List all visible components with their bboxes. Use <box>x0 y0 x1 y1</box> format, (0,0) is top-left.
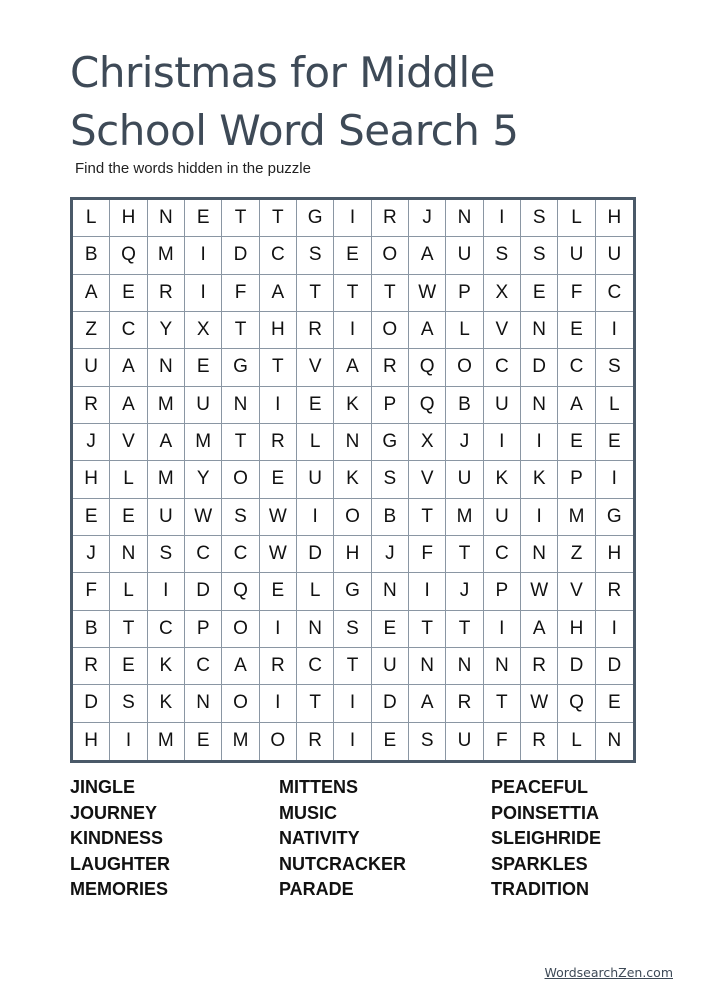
word-list-item: MEMORIES <box>70 879 169 900</box>
grid-cell[interactable]: R <box>73 648 110 685</box>
grid-cell[interactable]: T <box>334 275 371 312</box>
grid-cell[interactable]: I <box>185 237 222 274</box>
grid-cell[interactable]: C <box>484 349 521 386</box>
word-list-item: TRADITION <box>491 879 589 900</box>
grid-cell[interactable]: T <box>110 611 147 648</box>
grid-cell[interactable]: W <box>521 573 558 610</box>
grid-cell[interactable]: A <box>260 275 297 312</box>
grid-cell[interactable]: T <box>372 275 409 312</box>
grid-cell[interactable]: S <box>521 200 558 237</box>
grid-cell[interactable]: Z <box>73 312 110 349</box>
grid-cell[interactable]: E <box>372 611 409 648</box>
grid-cell[interactable]: A <box>409 237 446 274</box>
grid-cell[interactable]: E <box>558 424 595 461</box>
grid-cell[interactable]: R <box>297 312 334 349</box>
grid-cell[interactable]: F <box>484 723 521 760</box>
word-list-item: NATIVITY <box>279 828 360 849</box>
grid-cell[interactable]: A <box>148 424 185 461</box>
grid-cell[interactable]: H <box>596 536 633 573</box>
grid-cell[interactable]: Q <box>110 237 147 274</box>
grid-cell[interactable]: E <box>521 275 558 312</box>
grid-cell[interactable]: J <box>73 424 110 461</box>
grid-cell[interactable]: U <box>596 237 633 274</box>
word-list-item: PARADE <box>279 879 354 900</box>
grid-cell[interactable]: I <box>185 275 222 312</box>
grid-cell[interactable]: J <box>409 200 446 237</box>
grid-cell[interactable]: D <box>558 648 595 685</box>
grid-cell[interactable]: F <box>409 536 446 573</box>
grid-cell[interactable]: N <box>409 648 446 685</box>
grid-cell[interactable]: F <box>73 573 110 610</box>
grid-cell[interactable]: W <box>409 275 446 312</box>
grid-cell[interactable]: G <box>222 349 259 386</box>
grid-cell[interactable]: I <box>260 387 297 424</box>
grid-cell[interactable]: A <box>334 349 371 386</box>
word-list-item: NUTCRACKER <box>279 853 406 874</box>
grid-cell[interactable]: P <box>484 573 521 610</box>
word-column-3 <box>491 775 601 903</box>
grid-cell[interactable]: E <box>372 723 409 760</box>
grid-cell[interactable]: R <box>446 685 483 722</box>
grid-cell[interactable]: S <box>110 685 147 722</box>
grid-cell[interactable]: O <box>222 611 259 648</box>
grid-cell[interactable]: O <box>260 723 297 760</box>
grid-cell[interactable]: V <box>409 461 446 498</box>
grid-cell[interactable]: E <box>297 387 334 424</box>
grid-cell[interactable]: U <box>446 723 483 760</box>
grid-cell[interactable]: C <box>297 648 334 685</box>
grid-cell[interactable]: U <box>446 237 483 274</box>
grid-cell[interactable]: M <box>148 461 185 498</box>
grid-cell[interactable]: O <box>222 461 259 498</box>
grid-cell[interactable]: D <box>521 349 558 386</box>
grid-cell[interactable]: R <box>148 275 185 312</box>
grid-cell[interactable]: S <box>148 536 185 573</box>
grid-cell[interactable]: U <box>484 387 521 424</box>
word-list-item: KINDNESS <box>70 828 164 849</box>
grid-cell[interactable]: B <box>73 237 110 274</box>
grid-cell[interactable]: B <box>372 499 409 536</box>
grid-cell[interactable]: N <box>185 685 222 722</box>
word-list-item: SPARKLES <box>491 853 588 874</box>
grid-cell[interactable]: I <box>596 312 633 349</box>
grid-cell[interactable]: U <box>558 237 595 274</box>
grid-cell[interactable]: E <box>334 237 371 274</box>
grid-cell[interactable]: Q <box>222 573 259 610</box>
grid-cell[interactable]: N <box>446 648 483 685</box>
grid-cell[interactable]: S <box>484 237 521 274</box>
grid-cell[interactable]: T <box>260 200 297 237</box>
grid-cell[interactable]: S <box>596 349 633 386</box>
grid-cell[interactable]: C <box>260 237 297 274</box>
grid-cell[interactable]: P <box>558 461 595 498</box>
grid-cell[interactable]: L <box>110 461 147 498</box>
grid-cell[interactable]: L <box>446 312 483 349</box>
word-list-item: POINSETTIA <box>491 802 600 823</box>
site-link[interactable]: WordsearchZen.com <box>544 965 673 980</box>
grid-cell[interactable]: Z <box>558 536 595 573</box>
grid-cell[interactable]: M <box>185 424 222 461</box>
grid-cell[interactable]: T <box>222 424 259 461</box>
grid-cell[interactable]: A <box>110 349 147 386</box>
grid-cell[interactable]: D <box>222 237 259 274</box>
grid-cell[interactable]: N <box>607 730 622 752</box>
grid-cell[interactable]: S <box>521 237 558 274</box>
grid-cell[interactable]: J <box>446 573 483 610</box>
grid-cell[interactable]: A <box>521 611 558 648</box>
grid-cell[interactable]: S <box>372 461 409 498</box>
grid-cell[interactable]: I <box>521 499 558 536</box>
grid-cell[interactable]: W <box>260 499 297 536</box>
grid-cell[interactable]: E <box>260 573 297 610</box>
grid-cell[interactable]: R <box>521 723 558 760</box>
grid-cell[interactable]: I <box>521 424 558 461</box>
word-list-item: LAUGHTER <box>70 853 170 874</box>
grid-cell[interactable]: G <box>334 573 371 610</box>
grid-cell[interactable]: B <box>73 611 110 648</box>
grid-cell[interactable]: T <box>446 536 483 573</box>
grid-cell[interactable]: L <box>297 573 334 610</box>
grid-cell[interactable]: J <box>372 536 409 573</box>
grid-cell[interactable]: I <box>110 723 147 760</box>
grid-cell[interactable]: N <box>222 387 259 424</box>
grid-cell[interactable]: C <box>596 275 633 312</box>
grid-cell[interactable]: R <box>260 424 297 461</box>
grid-cell[interactable]: T <box>297 275 334 312</box>
grid-cell[interactable]: C <box>148 611 185 648</box>
grid-cell[interactable]: Y <box>185 461 222 498</box>
word-list <box>70 775 630 905</box>
grid-cell[interactable]: W <box>185 499 222 536</box>
grid-cell[interactable]: C <box>110 312 147 349</box>
grid-cell[interactable]: E <box>260 461 297 498</box>
grid-cell[interactable]: L <box>110 573 147 610</box>
grid-cell[interactable]: U <box>297 461 334 498</box>
word-list-item: SLEIGHRIDE <box>491 828 602 849</box>
title-line-1: Christmas for Middle <box>70 48 495 97</box>
grid-cell[interactable]: M <box>222 723 259 760</box>
grid-cell[interactable]: N <box>297 611 334 648</box>
grid-cell[interactable]: L <box>558 200 595 237</box>
grid-cell[interactable]: N <box>148 349 185 386</box>
word-column-1 <box>70 775 170 903</box>
word-list-item: MITTENS <box>279 777 358 797</box>
grid-cell[interactable]: A <box>73 275 110 312</box>
word-list-item: PEACEFUL <box>491 777 589 797</box>
grid-cell[interactable]: M <box>446 499 483 536</box>
grid-cell[interactable]: E <box>596 424 633 461</box>
grid-cell[interactable]: I <box>334 685 371 722</box>
grid-cell[interactable]: N <box>521 387 558 424</box>
grid-cell[interactable]: O <box>222 685 259 722</box>
grid-cell[interactable]: A <box>409 312 446 349</box>
instructions: Find the words hidden in the puzzle <box>75 160 311 177</box>
grid-cell[interactable]: D <box>185 573 222 610</box>
grid-cell[interactable]: E <box>185 349 222 386</box>
grid-cell[interactable]: V <box>558 573 595 610</box>
grid-cell[interactable]: U <box>185 387 222 424</box>
grid-cell[interactable]: C <box>222 536 259 573</box>
grid-cell[interactable]: M <box>148 237 185 274</box>
grid-cell[interactable]: X <box>484 275 521 312</box>
grid-cell[interactable]: T <box>260 349 297 386</box>
grid-cell[interactable]: U <box>372 648 409 685</box>
grid-cell[interactable]: M <box>148 387 185 424</box>
grid-cell[interactable]: N <box>334 424 371 461</box>
grid-cell[interactable]: O <box>446 349 483 386</box>
grid-cell[interactable]: S <box>409 723 446 760</box>
grid-cell[interactable]: R <box>297 723 334 760</box>
grid-cell[interactable]: S <box>334 611 371 648</box>
grid-cell[interactable]: T <box>334 648 371 685</box>
grid-cell[interactable]: X <box>185 312 222 349</box>
grid-cell[interactable]: I <box>484 424 521 461</box>
grid-cell[interactable]: K <box>521 461 558 498</box>
grid-cell[interactable]: K <box>148 685 185 722</box>
grid-cell[interactable]: K <box>334 461 371 498</box>
grid-cell[interactable]: L <box>73 200 110 237</box>
grid-cell[interactable]: K <box>484 461 521 498</box>
grid-cell[interactable]: C <box>484 536 521 573</box>
word-column-2 <box>279 775 406 903</box>
grid-cell[interactable]: I <box>260 611 297 648</box>
grid-cell[interactable]: T <box>484 685 521 722</box>
grid-cell[interactable]: E <box>110 275 147 312</box>
grid-cell[interactable]: H <box>73 723 110 760</box>
grid-cell[interactable]: R <box>372 200 409 237</box>
grid-cell[interactable]: D <box>297 536 334 573</box>
grid-cell[interactable]: U <box>446 461 483 498</box>
grid-cell[interactable]: R <box>596 573 633 610</box>
grid-cell[interactable]: H <box>334 536 371 573</box>
grid-cell[interactable]: T <box>446 611 483 648</box>
grid-cell[interactable]: H <box>260 312 297 349</box>
grid-cell[interactable]: S <box>297 237 334 274</box>
grid-cell[interactable]: I <box>334 312 371 349</box>
grid-cell[interactable]: O <box>372 312 409 349</box>
grid-cell[interactable]: I <box>334 723 371 760</box>
grid-cell[interactable]: J <box>446 424 483 461</box>
grid-cell[interactable]: U <box>484 499 521 536</box>
grid-cell[interactable]: N <box>521 536 558 573</box>
grid-cell[interactable]: R <box>521 648 558 685</box>
grid-cell[interactable]: F <box>558 275 595 312</box>
grid-cell[interactable]: E <box>596 685 633 722</box>
grid-cell[interactable]: H <box>558 611 595 648</box>
grid-cell[interactable]: Q <box>409 387 446 424</box>
grid-cell[interactable]: R <box>372 349 409 386</box>
word-list-item: MUSIC <box>279 802 337 823</box>
grid-cell[interactable]: N <box>110 536 147 573</box>
grid-cell[interactable]: Q <box>558 685 595 722</box>
grid-cell[interactable]: Q <box>409 349 446 386</box>
grid-cell[interactable]: N <box>484 648 521 685</box>
grid-cell[interactable]: E <box>110 648 147 685</box>
grid-cell[interactable]: I <box>484 611 521 648</box>
grid-cell[interactable]: M <box>558 499 595 536</box>
grid-cell[interactable]: T <box>222 312 259 349</box>
grid-cell[interactable]: E <box>110 499 147 536</box>
grid-cell[interactable]: H <box>73 461 110 498</box>
grid-cell[interactable]: C <box>558 349 595 386</box>
grid-cell[interactable]: A <box>558 387 595 424</box>
grid-cell[interactable]: P <box>372 387 409 424</box>
page-title <box>70 44 630 160</box>
grid-cell[interactable]: W <box>521 685 558 722</box>
grid-cell[interactable]: I <box>484 200 521 237</box>
grid-cell[interactable]: R <box>73 387 110 424</box>
grid-cell[interactable]: U <box>148 499 185 536</box>
grid-cell[interactable]: T <box>297 685 334 722</box>
grid-cell[interactable]: R <box>260 648 297 685</box>
grid-cell[interactable]: N <box>148 200 185 237</box>
word-list-item: JINGLE <box>70 777 136 797</box>
grid-cell[interactable]: A <box>222 648 259 685</box>
grid-cell[interactable]: Y <box>148 312 185 349</box>
grid-cell[interactable]: L <box>558 723 595 760</box>
grid-cell[interactable]: G <box>297 200 334 237</box>
grid-cell[interactable]: G <box>372 424 409 461</box>
grid-cell[interactable]: I <box>596 461 633 498</box>
letter-grid <box>70 197 636 763</box>
grid-cell[interactable]: P <box>185 611 222 648</box>
grid-cell[interactable]: C <box>185 536 222 573</box>
grid-cell[interactable]: I <box>297 499 334 536</box>
grid-cell[interactable]: T <box>409 611 446 648</box>
grid-cell[interactable]: I <box>260 685 297 722</box>
grid-cell[interactable]: A <box>409 685 446 722</box>
grid-cell[interactable]: H <box>110 200 147 237</box>
grid-cell[interactable]: L <box>297 424 334 461</box>
grid-cell[interactable]: V <box>484 312 521 349</box>
grid-cell[interactable]: V <box>297 349 334 386</box>
grid-cell[interactable]: F <box>222 275 259 312</box>
grid-cell[interactable]: S <box>222 499 259 536</box>
grid-cell[interactable]: T <box>409 499 446 536</box>
grid-cell[interactable]: E <box>73 499 110 536</box>
grid-cell[interactable]: I <box>409 573 446 610</box>
grid-cell[interactable]: D <box>73 685 110 722</box>
grid-cell[interactable]: I <box>596 611 633 648</box>
grid-cell[interactable]: V <box>110 424 147 461</box>
grid-cell[interactable]: G <box>596 499 633 536</box>
word-list-item: JOURNEY <box>70 802 158 823</box>
grid-cell[interactable]: L <box>596 387 633 424</box>
grid-cell[interactable]: D <box>372 685 409 722</box>
grid-cell[interactable]: N <box>521 312 558 349</box>
grid-cell[interactable]: E <box>558 312 595 349</box>
grid-cell[interactable]: I <box>334 200 371 237</box>
title-line-2: School Word Search 5 <box>70 106 519 155</box>
grid-cell[interactable]: I <box>148 573 185 610</box>
grid-cell[interactable]: B <box>446 387 483 424</box>
grid-cell[interactable]: J <box>73 536 110 573</box>
grid-cell[interactable]: P <box>446 275 483 312</box>
grid-cell[interactable]: N <box>372 573 409 610</box>
grid-cell[interactable]: K <box>148 648 185 685</box>
grid-cell[interactable]: W <box>260 536 297 573</box>
grid-cell[interactable]: O <box>372 237 409 274</box>
grid-cell[interactable]: O <box>334 499 371 536</box>
grid-cell[interactable]: X <box>409 424 446 461</box>
grid-cell[interactable]: M <box>148 723 185 760</box>
grid-cell[interactable]: K <box>334 387 371 424</box>
grid-cell[interactable]: A <box>110 387 147 424</box>
grid-cell[interactable]: C <box>185 648 222 685</box>
grid-cell[interactable]: E <box>185 200 222 237</box>
grid-cell[interactable]: H <box>596 200 633 237</box>
grid-cell[interactable]: N <box>446 200 483 237</box>
grid-cell[interactable]: E <box>185 723 222 760</box>
grid-cell[interactable]: T <box>222 200 259 237</box>
grid-cell[interactable]: D <box>596 648 633 685</box>
grid-cell[interactable]: U <box>73 349 110 386</box>
